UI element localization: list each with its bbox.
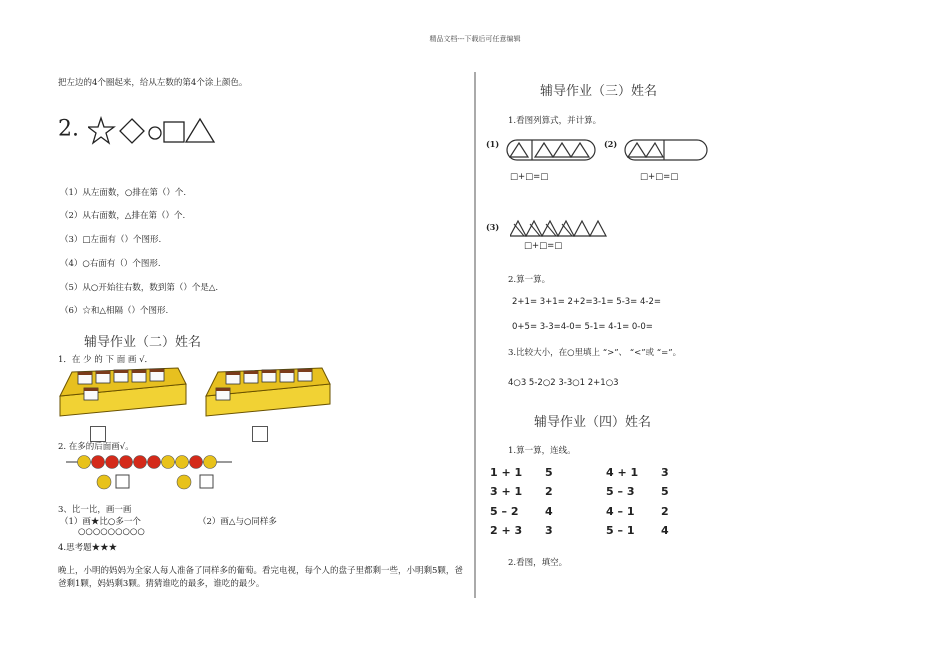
column-divider bbox=[474, 72, 476, 598]
question-2: （2）从右面数，△排在第（）个. bbox=[60, 211, 186, 221]
part-3b-text: （2）画△与○同样多 bbox=[198, 517, 277, 527]
question-5: （5）从○开始往右数，数到第（）个是△. bbox=[60, 283, 219, 293]
fig-label-1: (1) bbox=[486, 139, 500, 149]
answer-box-right[interactable] bbox=[252, 426, 268, 442]
calc-row-1: 2+1= 3+1= 2+2=3-1= 5-3= 4-2= bbox=[512, 297, 662, 307]
triangle-group-1 bbox=[506, 138, 598, 162]
part-3a-text: （1）画★比○多一个 bbox=[60, 517, 141, 527]
section-title-2: 辅导作业（二）姓名 bbox=[84, 335, 202, 350]
match-right-3: 4 – 1 bbox=[606, 505, 635, 518]
match-left-ans-1: 5 bbox=[545, 466, 553, 479]
calc-row-2: 0+5= 3-3=4-0= 5-1= 4-1= 0-0= bbox=[512, 322, 653, 332]
star-icon bbox=[88, 118, 114, 143]
r5-text: 2.看图，填空。 bbox=[508, 558, 568, 568]
match-right-ans-3: 2 bbox=[661, 505, 669, 518]
match-right-ans-1: 3 bbox=[661, 466, 669, 479]
match-right-2: 5 – 3 bbox=[606, 485, 635, 498]
match-left-ans-2: 2 bbox=[545, 485, 553, 498]
fig-label-2: (2) bbox=[604, 139, 618, 149]
question-6: （6）☆和△相隔（）个图形. bbox=[60, 306, 169, 316]
r3-text: 3.比较大小，在○里填上 “>”、 “<”或 “=”。 bbox=[508, 348, 682, 358]
question-3: （3）□左面有（）个图形. bbox=[60, 235, 162, 245]
equation-1: □+□=□ bbox=[510, 172, 549, 182]
part-4-text: 4.思考题★★★ bbox=[58, 543, 118, 553]
question-4: （4）○右面有（）个图形. bbox=[60, 259, 161, 269]
story-line-2: 爸剩1颗，妈妈剩3颗。猜猜谁吃的最多，谁吃的最少。 bbox=[58, 579, 265, 589]
story-line-1: 晚上，小明的妈妈为全家人每人准备了同样多的葡萄。看完电视，每个人的盘子里都剩一些，小明剩5颗，爸 bbox=[58, 566, 463, 576]
triangle-group-2 bbox=[624, 138, 710, 162]
match-right-4: 5 – 1 bbox=[606, 524, 635, 537]
bead-string bbox=[64, 450, 234, 496]
q2-shapes-row bbox=[58, 116, 248, 146]
match-left-2: 3 + 1 bbox=[490, 485, 523, 498]
r2-text: 2.算一算。 bbox=[508, 275, 551, 285]
match-left-4: 2 + 3 bbox=[490, 524, 523, 537]
r1-text: 1.看图列算式，并计算。 bbox=[508, 116, 602, 126]
match-left-ans-4: 3 bbox=[545, 524, 553, 537]
r4-text: 1.算一算，连线。 bbox=[508, 446, 576, 456]
equation-2: □+□=□ bbox=[640, 172, 679, 182]
triangle-group-3 bbox=[510, 218, 610, 240]
circle-icon bbox=[149, 127, 161, 139]
match-right-ans-4: 4 bbox=[661, 524, 669, 537]
intro-text: 把左边的4个圈起来，给从左数的第4个涂上颜色。 bbox=[58, 78, 248, 88]
cake-tray-left bbox=[58, 366, 188, 418]
circles-row: ○○○○○○○○○ bbox=[78, 527, 145, 537]
match-left-3: 5 – 2 bbox=[490, 505, 519, 518]
part-1-text: 1．在 少 的 下 面 画 √． bbox=[58, 355, 154, 365]
equation-3: □+□=□ bbox=[524, 241, 563, 251]
shapes-sequence bbox=[88, 116, 248, 146]
match-right-1: 4 + 1 bbox=[606, 466, 639, 479]
match-right-ans-2: 5 bbox=[661, 485, 669, 498]
part-2-text: 2. 在多的后面画√。 bbox=[58, 442, 134, 452]
section-title-3: 辅导作业（三）姓名 bbox=[540, 84, 658, 99]
match-left-1: 1 + 1 bbox=[490, 466, 523, 479]
triangle-icon bbox=[186, 119, 214, 142]
q2-number: 2. bbox=[58, 116, 79, 142]
match-left-ans-3: 4 bbox=[545, 505, 553, 518]
compare-row: 4○3 5-2○2 3-3○1 2+1○3 bbox=[508, 378, 619, 388]
cake-tray-right bbox=[204, 366, 332, 418]
part-3-text: 3、比一比，画一画 bbox=[58, 505, 132, 515]
diamond-icon bbox=[120, 119, 144, 143]
page-header: 精品文档---下载后可任意编辑 bbox=[429, 35, 521, 43]
section-title-4: 辅导作业（四）姓名 bbox=[534, 415, 652, 430]
question-1: （1）从左面数，○排在第（）个. bbox=[60, 188, 187, 198]
fig-label-3: (3) bbox=[486, 222, 500, 232]
square-icon bbox=[164, 122, 184, 142]
